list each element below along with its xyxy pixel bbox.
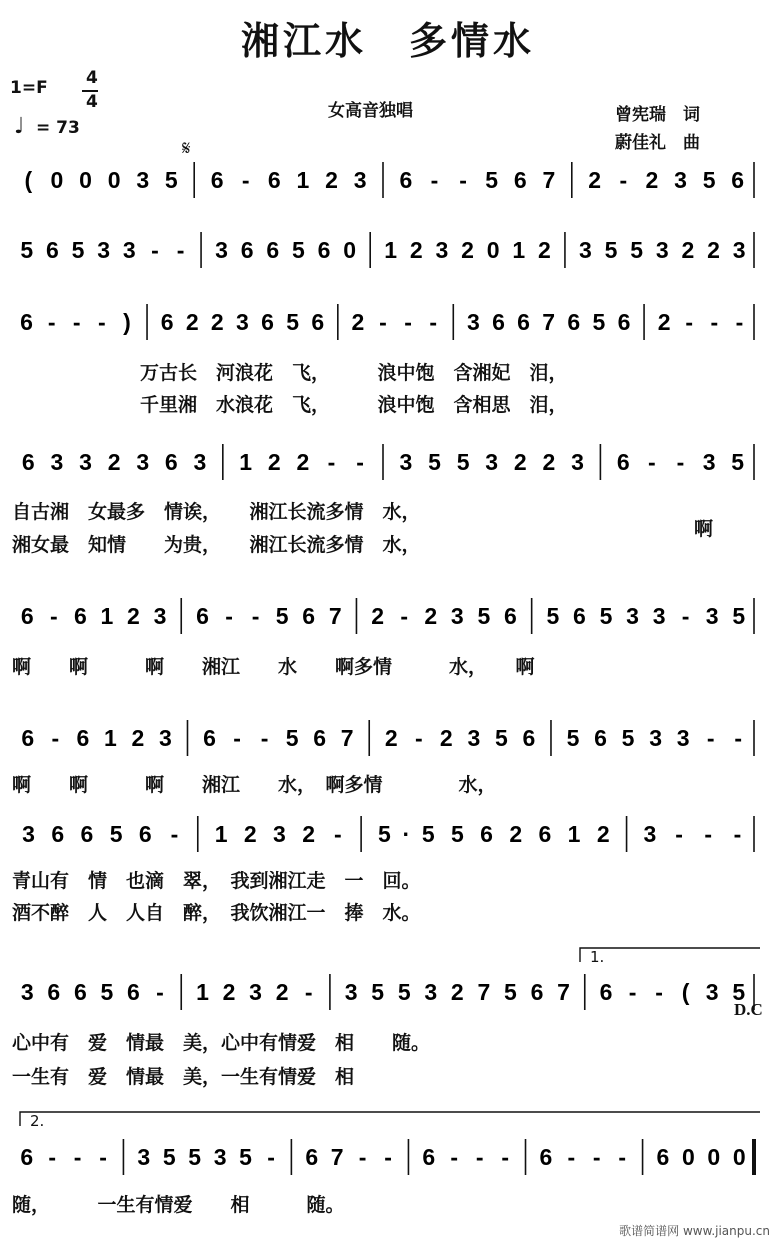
- note: 6: [266, 237, 280, 263]
- note: 6: [480, 821, 493, 847]
- note: 1: [384, 237, 398, 263]
- note: -: [414, 725, 423, 751]
- note: 6: [73, 979, 87, 1005]
- lyric-line: 自古湘 女最多 情诶， 湘江长流多情 水，: [12, 501, 421, 523]
- note: 5: [546, 603, 560, 629]
- note: 3: [643, 821, 657, 847]
- note: -: [450, 1144, 459, 1170]
- note: 5: [495, 725, 508, 751]
- song-title: 湘江水 多情水: [240, 19, 535, 63]
- note: 0: [107, 167, 121, 193]
- note: 2: [222, 979, 236, 1005]
- note: -: [156, 979, 164, 1005]
- note: 0: [486, 237, 500, 263]
- note: 3: [215, 237, 228, 263]
- note: 6: [76, 725, 90, 751]
- note: 2: [450, 979, 464, 1005]
- note: 3: [674, 167, 687, 193]
- note: 0: [681, 1144, 695, 1170]
- note: 2: [371, 603, 385, 629]
- note: 5: [292, 237, 305, 263]
- note: 6: [261, 309, 274, 335]
- note: -: [260, 725, 269, 751]
- note: 6: [399, 167, 413, 193]
- note: -: [404, 309, 412, 335]
- note: -: [681, 603, 690, 629]
- note: 7: [328, 603, 342, 629]
- note: 3: [571, 449, 584, 475]
- note: -: [358, 1144, 367, 1170]
- note: 3: [136, 167, 150, 193]
- note: 6: [513, 167, 527, 193]
- note: 2: [538, 237, 551, 263]
- note: 5: [188, 1144, 202, 1170]
- note: 6: [656, 1144, 670, 1170]
- note: 5: [592, 309, 606, 335]
- note: -: [400, 603, 409, 629]
- note: 0: [343, 237, 357, 263]
- note: -: [676, 449, 685, 475]
- note: 3: [467, 725, 481, 751]
- note: 5: [428, 449, 441, 475]
- note: 7: [542, 167, 556, 193]
- footer-watermark: 歌谱简谱网 www.jianpu.cn: [619, 1224, 770, 1238]
- note: -: [72, 309, 81, 335]
- note: -: [733, 821, 742, 847]
- note: 2: [302, 821, 316, 847]
- note: 2: [384, 725, 398, 751]
- note: 5: [397, 979, 411, 1005]
- note: 5: [621, 725, 635, 751]
- note: -: [98, 309, 106, 335]
- note: 2: [509, 821, 523, 847]
- note: -: [430, 167, 439, 193]
- lyric-line: 心中有 爱 情最 美，心中有情爱 相 随。: [12, 1032, 431, 1054]
- note: 5: [275, 603, 289, 629]
- note: 3: [122, 237, 136, 263]
- note: -: [379, 309, 387, 335]
- note: 1: [103, 725, 117, 751]
- note: 2: [243, 821, 257, 847]
- note: 6: [20, 603, 34, 629]
- note: -: [618, 1144, 627, 1170]
- note: -: [48, 1144, 57, 1170]
- note: 5: [286, 309, 300, 335]
- note: 5: [378, 821, 391, 847]
- note: 2: [131, 725, 145, 751]
- note: 6: [313, 725, 327, 751]
- note: -: [429, 309, 438, 335]
- note: -: [648, 449, 656, 475]
- note: 6: [504, 603, 517, 629]
- quarter-note-icon: ♩: [14, 114, 25, 139]
- ending-2-bracket: [20, 1112, 760, 1126]
- note: 2: [267, 449, 281, 475]
- lyric-line: 湘女最 知情 为贵， 湘江长流多情 水，: [12, 534, 421, 556]
- note: -: [99, 1144, 107, 1170]
- note: 6: [599, 979, 613, 1005]
- note: 7: [330, 1144, 344, 1170]
- note: -: [384, 1144, 392, 1170]
- note: 6: [594, 725, 607, 751]
- note: 6: [731, 167, 745, 193]
- note: 3: [273, 821, 286, 847]
- note: 2: [439, 725, 453, 751]
- composer: 蔚佳礼 曲: [615, 133, 700, 153]
- note: 5: [450, 821, 464, 847]
- note: 2: [681, 237, 695, 263]
- note: 3: [153, 603, 167, 629]
- note: -: [734, 725, 743, 751]
- note: 3: [399, 449, 413, 475]
- note: 5: [630, 237, 644, 263]
- note: ·: [402, 821, 411, 847]
- note: 3: [22, 821, 35, 847]
- note: 3: [705, 603, 719, 629]
- key-signature: 1=F: [10, 78, 48, 98]
- note: 3: [450, 603, 464, 629]
- note: 7: [477, 979, 491, 1005]
- lyric-aside: 啊: [694, 518, 714, 540]
- lyric-line: 随， 一生有情爱 相 随。: [12, 1194, 345, 1216]
- note: 5: [732, 979, 746, 1005]
- lyric-line: 啊 啊 啊 湘江 水， 啊多情 水，: [12, 774, 497, 796]
- note: 2: [351, 309, 365, 335]
- note: 2: [127, 603, 140, 629]
- note: 6: [127, 979, 140, 1005]
- note: 6: [311, 309, 325, 335]
- note: 2: [461, 237, 474, 263]
- note: 1: [512, 237, 526, 263]
- note: 3: [649, 725, 663, 751]
- note: 3: [236, 309, 249, 335]
- note: -: [176, 237, 185, 263]
- note: -: [592, 1144, 601, 1170]
- voice-type: 女高音独唱: [328, 101, 413, 121]
- ending-1: 1.: [590, 948, 605, 966]
- note: 3: [193, 449, 207, 475]
- note: 2: [424, 603, 438, 629]
- note: -: [267, 1144, 275, 1170]
- note: 3: [732, 237, 746, 263]
- note: 3: [424, 979, 438, 1005]
- note: 2: [707, 237, 720, 263]
- note: 5: [477, 603, 491, 629]
- note: -: [567, 1144, 576, 1170]
- note: -: [233, 725, 241, 751]
- note: -: [151, 237, 159, 263]
- note: 6: [492, 309, 505, 335]
- note: 2: [542, 449, 556, 475]
- note: 6: [573, 603, 586, 629]
- note: 1: [100, 603, 114, 629]
- note: 7: [542, 309, 556, 335]
- lyric-line: 一生有 爱 情最 美，一生有情爱 相: [12, 1066, 355, 1088]
- note: 6: [73, 603, 87, 629]
- note: 3: [50, 449, 64, 475]
- note: -: [655, 979, 663, 1005]
- lyric-line: 青山有 情 也滴 翠， 我到湘江走 一 回。: [12, 870, 421, 892]
- time-signature-bottom: 4: [86, 92, 98, 112]
- note: 0: [707, 1144, 721, 1170]
- note: 6: [210, 167, 224, 193]
- note: 1: [239, 449, 253, 475]
- note: -: [675, 821, 683, 847]
- note: 3: [249, 979, 262, 1005]
- note: 5: [456, 449, 470, 475]
- note: 6: [539, 1144, 553, 1170]
- note: 3: [466, 309, 480, 335]
- note: 6: [240, 237, 254, 263]
- note: 6: [21, 449, 35, 475]
- note: -: [47, 309, 56, 335]
- note: -: [459, 167, 467, 193]
- note: 5: [285, 725, 299, 751]
- note: 5: [732, 603, 746, 629]
- note: 7: [557, 979, 570, 1005]
- note: -: [710, 309, 719, 335]
- note: 3: [97, 237, 111, 263]
- note: 3: [676, 725, 690, 751]
- note: 5: [164, 167, 178, 193]
- note: -: [51, 725, 60, 751]
- note: 3: [79, 449, 92, 475]
- note: 1: [214, 821, 228, 847]
- note: 2: [596, 821, 610, 847]
- note: -: [170, 821, 179, 847]
- note: 5: [162, 1144, 176, 1170]
- note: 0: [79, 167, 92, 193]
- note: 5: [71, 237, 85, 263]
- note: 6: [80, 821, 94, 847]
- note: 3: [344, 979, 358, 1005]
- note: 3: [652, 603, 666, 629]
- note: -: [327, 449, 336, 475]
- note: -: [304, 979, 313, 1005]
- ending-1-bracket: [580, 948, 760, 962]
- note: 5: [599, 603, 613, 629]
- note: 3: [213, 1144, 227, 1170]
- note: 3: [435, 237, 449, 263]
- note: 6: [317, 237, 331, 263]
- note: (: [681, 979, 690, 1005]
- note: -: [704, 821, 713, 847]
- note: 6: [20, 1144, 34, 1170]
- note: 3: [20, 979, 34, 1005]
- note: 5: [566, 725, 580, 751]
- note: 5: [371, 979, 385, 1005]
- note: -: [706, 725, 715, 751]
- note: 6: [160, 309, 174, 335]
- lyric-line: 啊 啊 啊 湘江 水 啊多情 水， 啊: [12, 656, 535, 678]
- note: -: [333, 821, 342, 847]
- note: 5: [109, 821, 123, 847]
- lyric-line: 万古长 河浪花 飞， 浪中饱 含湘妃 泪，: [140, 362, 568, 384]
- note: 6: [47, 979, 61, 1005]
- note: 6: [567, 309, 581, 335]
- note: 1: [196, 979, 209, 1005]
- note: 6: [616, 449, 630, 475]
- note: 5: [100, 979, 114, 1005]
- note: 6: [203, 725, 216, 751]
- note: 7: [340, 725, 354, 751]
- note: 6: [305, 1144, 319, 1170]
- note: 3: [136, 449, 150, 475]
- note: 2: [296, 449, 310, 475]
- lyric-line: 酒不醉 人 人自 醉， 我饮湘江一 捧 水。: [12, 902, 421, 924]
- note: 6: [530, 979, 544, 1005]
- note: 6: [51, 821, 65, 847]
- note: 1: [567, 821, 581, 847]
- note: 3: [626, 603, 639, 629]
- note: 3: [159, 725, 172, 751]
- note: 5: [239, 1144, 252, 1170]
- note: 2: [275, 979, 289, 1005]
- note: 2: [210, 309, 224, 335]
- note: 6: [21, 725, 35, 751]
- note: -: [356, 449, 364, 475]
- note: -: [225, 603, 233, 629]
- note: 5: [485, 167, 499, 193]
- note: 6: [617, 309, 631, 335]
- dc-marking: D.C: [734, 1000, 763, 1019]
- note: 2: [588, 167, 602, 193]
- note: (: [24, 167, 33, 193]
- note: 2: [185, 309, 199, 335]
- note: 3: [579, 237, 592, 263]
- note: 2: [409, 237, 423, 263]
- note: 3: [137, 1144, 151, 1170]
- note: 3: [702, 449, 716, 475]
- note: -: [475, 1144, 484, 1170]
- note: 6: [538, 821, 552, 847]
- note: 0: [50, 167, 64, 193]
- note: -: [49, 603, 58, 629]
- note: 3: [485, 449, 499, 475]
- ending-2: 2.: [30, 1112, 45, 1130]
- note: 6: [522, 725, 536, 751]
- note: 2: [645, 167, 659, 193]
- note: 6: [196, 603, 209, 629]
- note: 5: [604, 237, 618, 263]
- segno-icon: 𝄋: [182, 136, 191, 160]
- note: -: [241, 167, 250, 193]
- note: 6: [267, 167, 281, 193]
- note: -: [251, 603, 260, 629]
- note: -: [501, 1144, 509, 1170]
- note: 3: [705, 979, 719, 1005]
- time-signature-top: 4: [86, 68, 98, 88]
- note: -: [628, 979, 637, 1005]
- tempo: = 73: [36, 118, 80, 138]
- note: 6: [422, 1144, 436, 1170]
- note: 5: [731, 449, 745, 475]
- note: 1: [296, 167, 310, 193]
- note: -: [685, 309, 694, 335]
- note: 2: [513, 449, 527, 475]
- note: 3: [353, 167, 367, 193]
- note: ): [123, 309, 131, 335]
- note: 5: [504, 979, 517, 1005]
- note: 6: [46, 237, 59, 263]
- note: 2: [657, 309, 671, 335]
- note: 5: [20, 237, 34, 263]
- lyric-line: 千里湘 水浪花 飞， 浪中饱 含相思 泪，: [140, 394, 568, 416]
- note: 3: [655, 237, 669, 263]
- note: 5: [702, 167, 716, 193]
- note: 6: [138, 821, 152, 847]
- note: 6: [20, 309, 33, 335]
- note: 6: [517, 309, 530, 335]
- note: -: [619, 167, 628, 193]
- note: -: [73, 1144, 82, 1170]
- note: 5: [421, 821, 435, 847]
- note: 2: [325, 167, 338, 193]
- note: 6: [164, 449, 178, 475]
- lyricist: 曾宪瑞 词: [615, 105, 700, 125]
- note: -: [735, 309, 744, 335]
- note: 6: [302, 603, 316, 629]
- note: 0: [732, 1144, 746, 1170]
- note: 2: [107, 449, 121, 475]
